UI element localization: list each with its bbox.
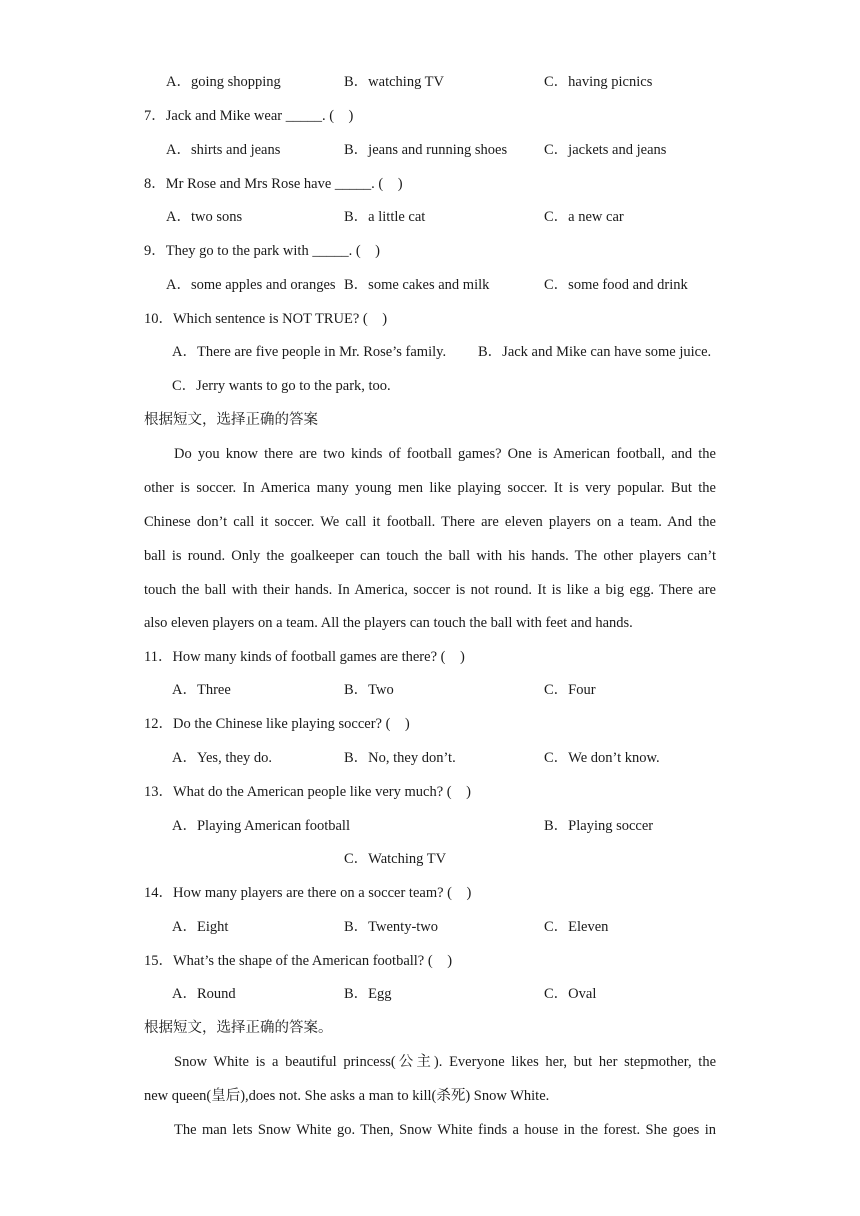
- question-11: 11．How many kinds of football games are there? ( ): [144, 649, 465, 665]
- section-header: 根据短文，选择正确的答案: [144, 412, 318, 428]
- q9-option-c[interactable]: C．some food and drink: [544, 277, 688, 293]
- passage-line: The man lets Snow White go. Then, Snow White finds a house in the forest. She goes in: [174, 1122, 716, 1138]
- passage-line: ball is round. Only the goalkeeper can touch the ball with his hands. The other players can’t: [144, 548, 716, 564]
- q7-option-b[interactable]: B．jeans and running shoes: [344, 142, 508, 158]
- q10-option-a[interactable]: A．There are five people in Mr. Rose’s family.: [172, 344, 447, 360]
- passage-line: Do you know there are two kinds of football games? One is American football, and the: [174, 446, 716, 462]
- q12-option-a[interactable]: A．Yes, they do.: [172, 750, 273, 766]
- q8-option-b[interactable]: B．a little cat: [344, 209, 426, 225]
- q15-option-c[interactable]: C．Oval: [544, 986, 597, 1002]
- q12-option-b[interactable]: B．No, they don’t.: [344, 750, 456, 766]
- q13-option-b[interactable]: B．Playing soccer: [544, 818, 654, 834]
- q8-option-a[interactable]: A．two sons: [166, 209, 243, 225]
- q9-option-a[interactable]: A．some apples and oranges: [166, 277, 336, 293]
- q14-option-b[interactable]: B．Twenty-two: [344, 919, 439, 935]
- q6-option-b[interactable]: B．watching TV: [344, 74, 445, 90]
- q13-option-a[interactable]: A．Playing American football: [172, 818, 350, 834]
- passage-line: other is soccer. In America many young men like playing soccer. It is very popular. But the: [144, 480, 716, 496]
- question-9: 9．They go to the park with _____. ( ): [144, 243, 380, 259]
- passage-line: Snow White is a beautiful princess(公主). Everyone likes her, but her stepmother, the: [174, 1054, 716, 1070]
- q12-option-c[interactable]: C．We don’t know.: [544, 750, 660, 766]
- q13-option-c[interactable]: C．Watching TV: [344, 851, 447, 867]
- q10-option-b[interactable]: B．Jack and Mike can have some juice.: [478, 344, 712, 360]
- section-header: 根据短文，选择正确的答案。: [144, 1020, 333, 1036]
- question-7: 7．Jack and Mike wear _____. ( ): [144, 108, 354, 124]
- passage-line: also eleven players on a team. All the players can touch the ball with feet and hands.: [144, 615, 633, 631]
- question-14: 14．How many players are there on a soccer team? ( ): [144, 885, 472, 901]
- q10-option-c[interactable]: C．Jerry wants to go to the park, too.: [172, 378, 391, 394]
- q9-option-b[interactable]: B．some cakes and milk: [344, 277, 490, 293]
- question-8: 8．Mr Rose and Mrs Rose have _____. ( ): [144, 176, 403, 192]
- question-12: 12．Do the Chinese like playing soccer? ( ): [144, 716, 410, 732]
- q7-option-c[interactable]: C．jackets and jeans: [544, 142, 667, 158]
- question-10: 10．Which sentence is NOT TRUE? ( ): [144, 311, 388, 327]
- q11-option-c[interactable]: C．Four: [544, 682, 596, 698]
- q6-option-c[interactable]: C．having picnics: [544, 74, 653, 90]
- passage-line: new queen(皇后),does not. She asks a man to kill(杀死) Snow White.: [144, 1088, 550, 1104]
- passage-line: touch the ball with their hands. In America, soccer is not round. It is like a big egg. There are: [144, 582, 716, 598]
- q15-option-b[interactable]: B．Egg: [344, 986, 392, 1002]
- q6-option-a[interactable]: A．going shopping: [166, 74, 281, 90]
- q14-option-c[interactable]: C．Eleven: [544, 919, 609, 935]
- q7-option-a[interactable]: A．shirts and jeans: [166, 142, 281, 158]
- question-15: 15．What’s the shape of the American football? ( ): [144, 953, 453, 969]
- q11-option-b[interactable]: B．Two: [344, 682, 394, 698]
- q11-option-a[interactable]: A．Three: [172, 682, 231, 698]
- q8-option-c[interactable]: C．a new car: [544, 209, 624, 225]
- passage-line: Chinese don’t call it soccer. We call it football. There are eleven players on a team. And the: [144, 514, 716, 530]
- q15-option-a[interactable]: A．Round: [172, 986, 236, 1002]
- question-13: 13．What do the American people like very much? ( ): [144, 784, 471, 800]
- q14-option-a[interactable]: A．Eight: [172, 919, 229, 935]
